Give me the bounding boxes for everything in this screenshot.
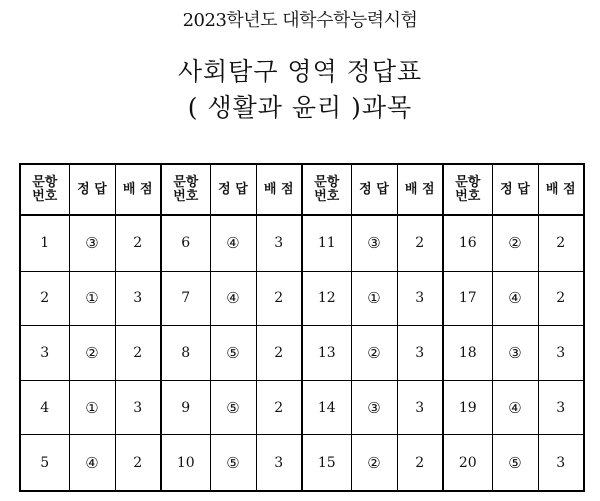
correct-answer: ③ — [351, 215, 397, 271]
score-points: 2 — [256, 380, 302, 435]
question-number: 10 — [161, 435, 210, 491]
table-row — [20, 215, 584, 271]
score-points: 2 — [538, 271, 584, 326]
question-number: 9 — [161, 380, 210, 435]
correct-answer: ② — [351, 326, 397, 381]
header-score: 배 점 — [115, 164, 161, 215]
question-number: 13 — [302, 326, 351, 381]
table-row — [20, 435, 584, 491]
correct-answer: ① — [69, 380, 115, 435]
score-points: 2 — [538, 215, 584, 271]
score-points: 2 — [256, 271, 302, 326]
score-points: 3 — [115, 380, 161, 435]
header-question-number — [443, 164, 492, 215]
question-number: 16 — [443, 215, 492, 271]
header-number-line1: 문항 — [314, 174, 340, 190]
score-points: 3 — [538, 435, 584, 491]
question-number: 12 — [302, 271, 351, 326]
correct-answer: ② — [69, 326, 115, 381]
correct-answer: ④ — [69, 435, 115, 491]
table-row — [20, 326, 584, 381]
question-number: 20 — [443, 435, 492, 491]
header-answer: 정 답 — [351, 164, 397, 215]
question-number: 3 — [20, 326, 69, 381]
header-number-line2: 번호 — [455, 188, 481, 204]
score-points: 3 — [538, 380, 584, 435]
header-score: 배 점 — [538, 164, 584, 215]
score-points: 2 — [115, 435, 161, 491]
question-number: 11 — [302, 215, 351, 271]
score-points: 3 — [256, 215, 302, 271]
header-answer: 정 답 — [492, 164, 538, 215]
score-points: 2 — [397, 215, 443, 271]
correct-answer: ⑤ — [210, 435, 256, 491]
question-number: 7 — [161, 271, 210, 326]
header-number-line2: 번호 — [32, 188, 58, 204]
correct-answer: ④ — [492, 271, 538, 326]
score-points: 2 — [397, 435, 443, 491]
header-score: 배 점 — [397, 164, 443, 215]
question-number: 19 — [443, 380, 492, 435]
header-answer: 정 답 — [69, 164, 115, 215]
question-number: 4 — [20, 380, 69, 435]
score-points: 2 — [256, 326, 302, 381]
answer-table — [19, 163, 585, 492]
score-points: 3 — [397, 380, 443, 435]
correct-answer: ④ — [492, 380, 538, 435]
question-number: 5 — [20, 435, 69, 491]
question-number: 1 — [20, 215, 69, 271]
correct-answer: ① — [351, 271, 397, 326]
header-question-number — [20, 164, 69, 215]
question-number: 18 — [443, 326, 492, 381]
question-number: 17 — [443, 271, 492, 326]
correct-answer: ④ — [210, 271, 256, 326]
question-number: 14 — [302, 380, 351, 435]
header-question-number — [302, 164, 351, 215]
correct-answer: ③ — [351, 380, 397, 435]
correct-answer: ⑤ — [492, 435, 538, 491]
correct-answer: ② — [351, 435, 397, 491]
score-points: 3 — [538, 326, 584, 381]
table-header-row — [20, 164, 584, 215]
correct-answer: ① — [69, 271, 115, 326]
question-number: 15 — [302, 435, 351, 491]
correct-answer: ② — [492, 215, 538, 271]
correct-answer: ④ — [210, 215, 256, 271]
exam-title: 2023학년도 대학수학능력시험 — [182, 10, 418, 31]
correct-answer: ③ — [69, 215, 115, 271]
header-question-number — [161, 164, 210, 215]
header-answer: 정 답 — [210, 164, 256, 215]
correct-answer: ③ — [492, 326, 538, 381]
question-number: 2 — [20, 271, 69, 326]
table-row — [20, 380, 584, 435]
subject-title: ( 생활과 윤리 )과목 — [187, 93, 413, 122]
header-score: 배 점 — [256, 164, 302, 215]
header-number-line1: 문항 — [32, 174, 58, 190]
answer-key-title: 사회탐구 영역 정답표 — [177, 57, 423, 86]
header-number-line1: 문항 — [173, 174, 199, 190]
header-number-line1: 문항 — [455, 174, 481, 190]
score-points: 3 — [256, 435, 302, 491]
question-number: 6 — [161, 215, 210, 271]
header-number-line2: 번호 — [173, 188, 199, 204]
score-points: 2 — [115, 326, 161, 381]
score-points: 2 — [115, 215, 161, 271]
score-points: 3 — [397, 326, 443, 381]
header-number-line2: 번호 — [314, 188, 340, 204]
score-points: 3 — [115, 271, 161, 326]
question-number: 8 — [161, 326, 210, 381]
correct-answer: ⑤ — [210, 326, 256, 381]
score-points: 3 — [397, 271, 443, 326]
correct-answer: ⑤ — [210, 380, 256, 435]
table-row — [20, 271, 584, 326]
